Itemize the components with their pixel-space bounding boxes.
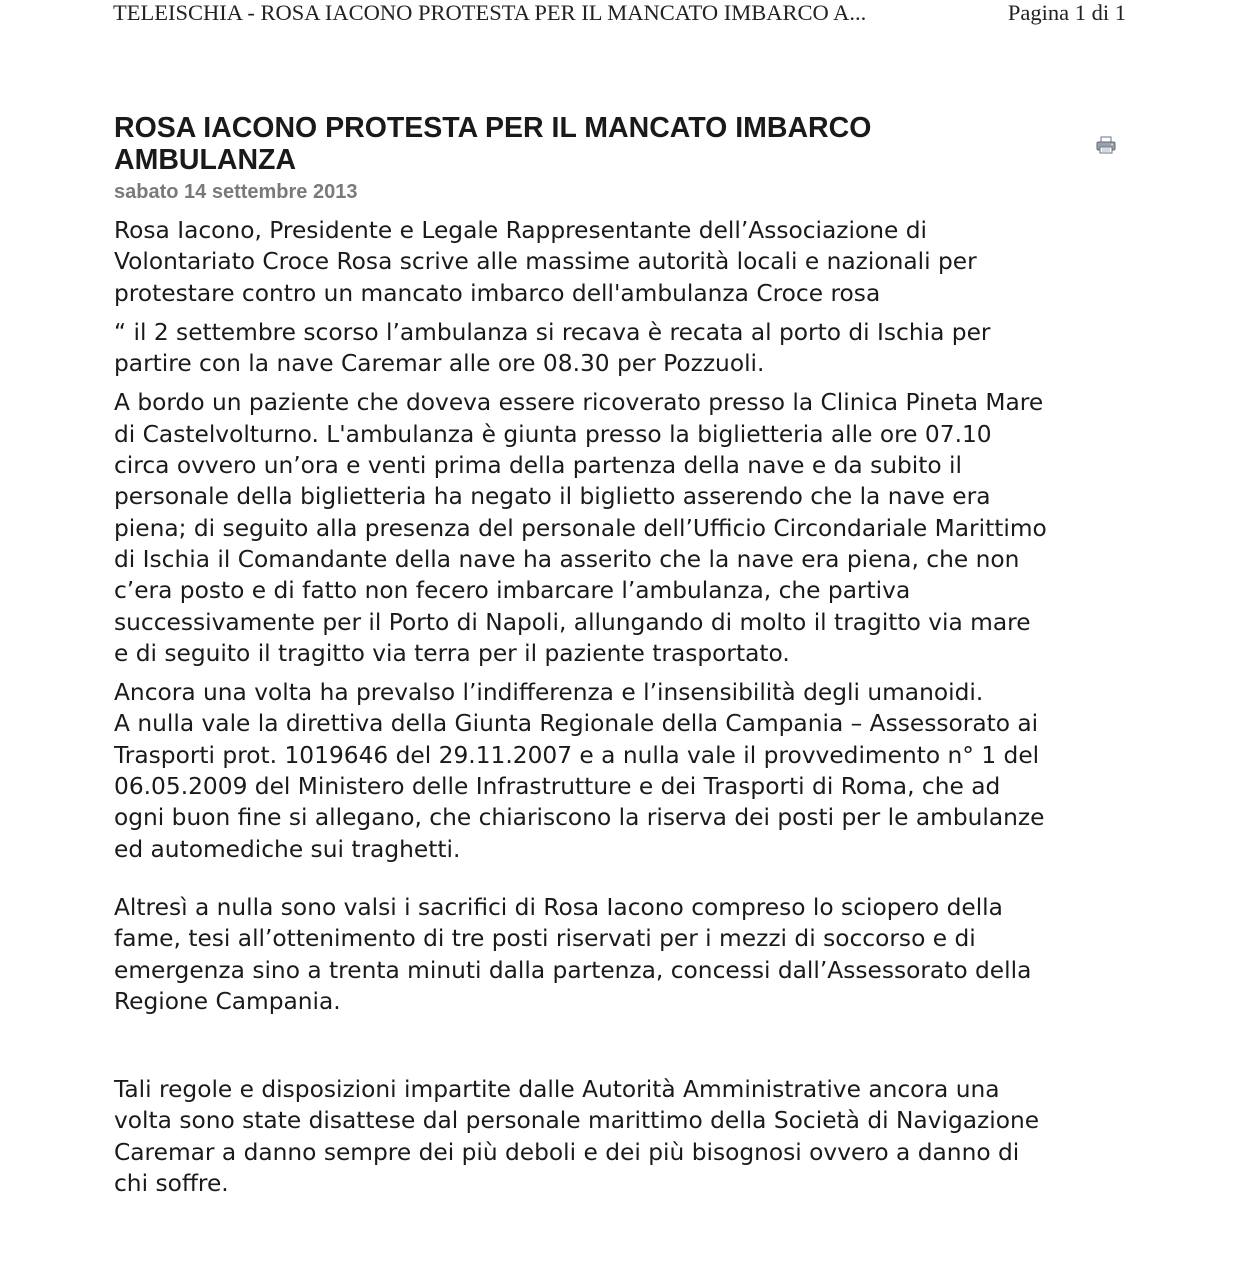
page-indicator: Pagina 1 di 1 [1007,0,1126,25]
text-line: Regione Campania. [114,987,341,1015]
article-title-line: ROSA IACONO PROTESTA PER IL MANCATO IMBARCO [114,112,872,144]
paragraph [114,892,1124,1017]
text-line: Caremar a danno sempre dei più deboli e dei più bisognosi ovvero a danno di [114,1138,1020,1166]
running-title: TELEISCHIA - ROSA IACONO PROTESTA PER IL MANCATO IMBARCO A... [113,0,867,25]
text-line: personale della biglietteria ha negato il biglietto asserendo che la nave era [114,483,991,511]
article-title [114,112,1034,176]
text-line: Volontariato Croce Rosa scrive alle massime autorità locali e nazionali per [114,248,977,276]
paragraph [114,215,1124,309]
text-line: ed automediche sui traghetti. [114,835,461,863]
paragraph [114,677,1124,865]
article-body [114,215,1124,1199]
text-line: volta sono state disattese dal personale marittimo della Società di Navigazione [114,1107,1040,1135]
text-line: Tali regole e disposizioni impartite dalle Autorità Amministrative ancora una [114,1076,1000,1104]
text-line: 06.05.2009 del Ministero delle Infrastrutture e dei Trasporti di Roma, che ad [114,773,1001,801]
text-line: piena; di seguito alla presenza del personale dell’Ufficio Circondariale Marittimo [114,514,1047,542]
text-line: di Castelvolturno. L'ambulanza è giunta presso la biglietteria alle ore 07.10 [114,420,992,448]
text-line: circa ovvero un’ora e venti prima della partenza della nave e da subito il [114,452,962,480]
text-line: fame, tesi all’ottenimento di tre posti riservati per i mezzi di soccorso e di [114,925,976,953]
article-date: sabato 14 settembre 2013 [114,181,358,203]
text-line: Trasporti prot. 1019646 del 29.11.2007 e a nulla vale il provvedimento n° 1 del [114,741,1040,769]
text-line: successivamente per il Porto di Napoli, allungando di molto il tragitto via mare [114,608,1031,636]
paragraph [114,387,1124,669]
text-line: partire con la nave Caremar alle ore 08.30 per Pozzuoli. [114,350,765,378]
text-line: A bordo un paziente che doveva essere ricoverato presso la Clinica Pineta Mare [114,389,1044,417]
printer-icon[interactable] [1096,136,1116,154]
text-line: Rosa Iacono, Presidente e Legale Rappresentante dell’Associazione di [114,217,928,244]
paragraph [114,317,1124,380]
title-row [114,112,1124,176]
page-header [113,0,1126,30]
text-line: emergenza sino a trenta minuti dalla partenza, concessi dall’Assessorato della [114,956,1032,984]
article-title-line: AMBULANZA [114,144,297,176]
text-line: ogni buon fine si allegano, che chiariscono la riserva dei posti per le ambulanze [114,804,1045,832]
text-line: c’era posto e di fatto non fecero imbarcare l’ambulanza, che partiva [114,577,911,605]
article [114,112,1124,1199]
text-line: Ancora una volta ha prevalso l’indifferenza e l’insensibilità degli umanoidi. [114,679,984,707]
text-line: Altresì a nulla sono valsi i sacrifici di Rosa Iacono compreso lo sciopero della [114,893,1003,921]
paragraph-spacer [114,1017,1124,1074]
text-line: e di seguito il tragitto via terra per il paziente trasportato. [114,639,790,667]
text-line: di Ischia il Comandante della nave ha asserito che la nave era piena, che non [114,545,1020,573]
paragraph-spacer [114,865,1124,892]
text-line: A nulla vale la direttiva della Giunta Regionale della Campania – Assessorato ai [114,710,1039,738]
text-line: protestare contro un mancato imbarco dell'ambulanza Croce rosa [114,279,881,307]
text-line: “ il 2 settembre scorso l’ambulanza si recava è recata al porto di Ischia per [114,318,991,346]
text-line: chi soffre. [114,1170,229,1198]
paragraph [114,1074,1124,1199]
